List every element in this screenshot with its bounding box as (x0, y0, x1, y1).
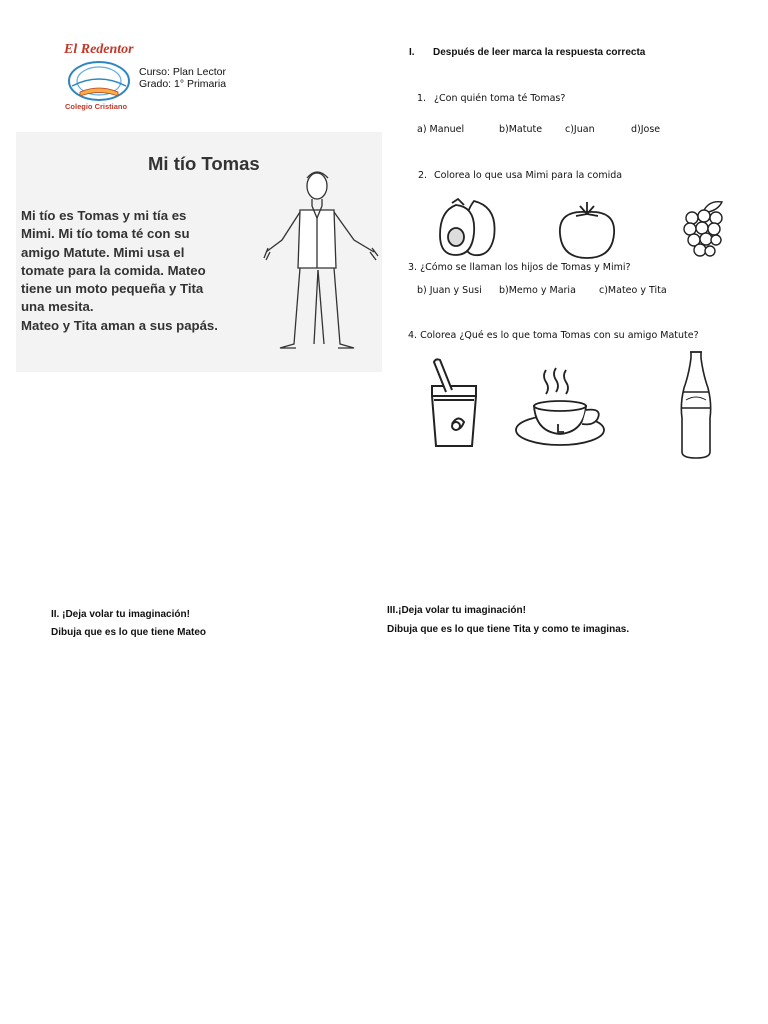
reading-line: amigo Matute. Mimi usa el (21, 244, 185, 260)
question-1-option[interactable]: d)Jose (631, 124, 661, 135)
section-1-heading: Después de leer marca la respuesta correcta (433, 47, 646, 58)
avocado-icon[interactable] (436, 197, 500, 259)
section-3-instruction: Dibuja que es lo que tiene Tita y como te imaginas. (387, 624, 630, 635)
section-2-instruction: Dibuja que es lo que tiene Mateo (51, 627, 207, 638)
reading-line: una mesita. (21, 299, 94, 315)
soda-bottle-icon[interactable] (676, 348, 716, 460)
reading-title: Mi tío Tomas (148, 153, 260, 174)
reading-line: tiene un moto pequeña y Tita (21, 281, 204, 297)
question-1-option[interactable]: c)Juan (565, 124, 595, 135)
section-1-number: I. (409, 47, 415, 58)
tomato-icon[interactable] (556, 200, 618, 260)
drawing-area-mateo[interactable] (40, 648, 360, 988)
reading-line: tomate para la comida. Mateo (21, 262, 206, 278)
tea-cup-icon[interactable] (514, 366, 608, 450)
question-3-option[interactable]: b) Juan y Susi (417, 285, 482, 296)
question-1-text: ¿Con quién toma té Tomas? (434, 93, 566, 104)
question-1-number: 1. (417, 93, 427, 104)
section-3-heading: III.¡Deja volar tu imaginación! (387, 605, 526, 616)
course-info (139, 66, 226, 90)
reading-text (21, 207, 257, 335)
question-3-option[interactable]: b)Memo y Maria (499, 285, 576, 296)
man-illustration (262, 168, 382, 354)
question-1-option[interactable]: b)Matute (499, 124, 543, 135)
reading-line: Mimi. Mi tío toma té con su (21, 226, 190, 242)
question-3-option[interactable]: c)Mateo y Tita (599, 285, 667, 296)
question-4-text: 4. Colorea ¿Qué es lo que toma Tomas con su amigo Matute? (408, 330, 699, 341)
question-1-option[interactable]: a) Manuel (417, 124, 465, 135)
course-label: Curso: Plan Lector (139, 66, 226, 78)
reading-line: Mateo y Tita aman a sus papás. (21, 317, 218, 333)
grapes-icon[interactable] (682, 198, 728, 262)
question-3-text: 3. ¿Cómo se llaman los hijos de Tomas y Mimi? (408, 262, 631, 273)
reading-line: Mi tío es Tomas y mi tía es (21, 208, 187, 223)
school-logo-icon (66, 58, 132, 104)
yogurt-cup-icon[interactable] (426, 356, 482, 452)
school-logo-name: El Redentor (64, 42, 134, 57)
section-2-heading: II. ¡Deja volar tu imaginación! (51, 609, 190, 620)
question-2-number: 2. (418, 170, 428, 181)
drawing-area-tita[interactable] (380, 648, 730, 988)
question-2-text: Colorea lo que usa Mimi para la comida (434, 170, 623, 181)
grade-label: Grado: 1° Primaria (139, 78, 227, 90)
school-logo-subtitle: Colegio Cristiano (65, 102, 128, 111)
